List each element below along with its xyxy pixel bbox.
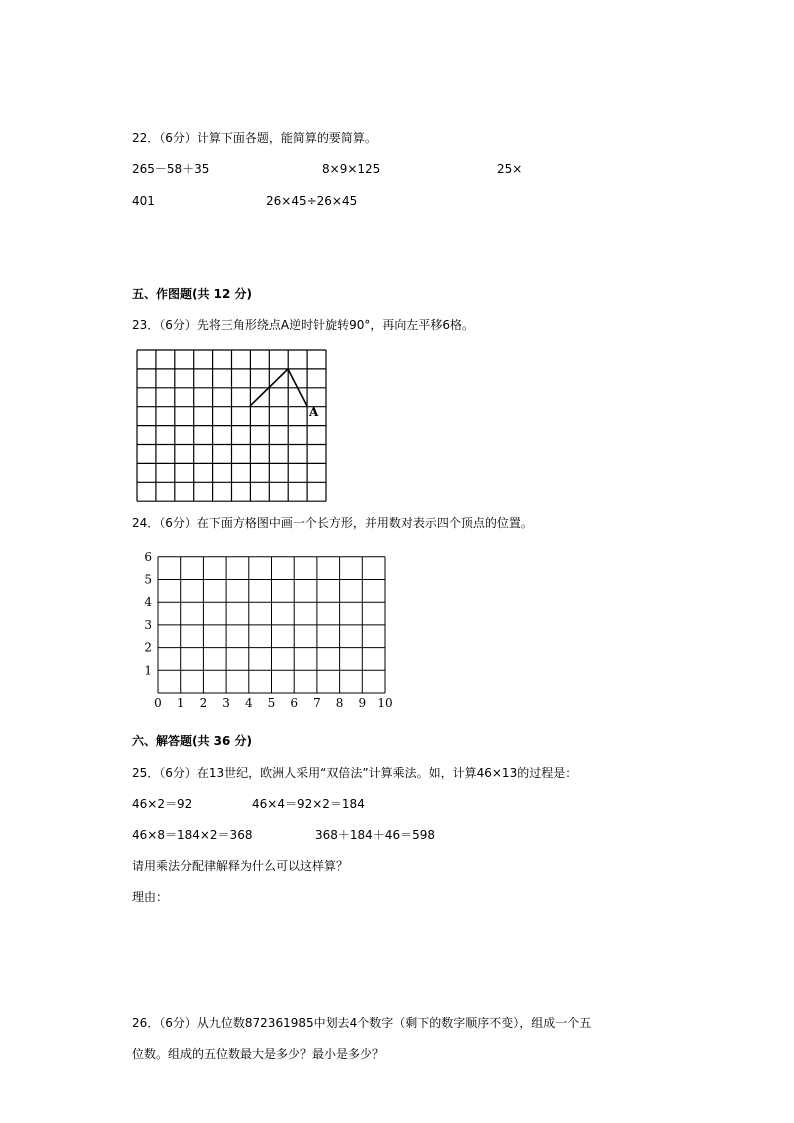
q25-line-2a: 46×8＝184×2＝368: [132, 828, 253, 842]
q22-title: 22．（6分）计算下面各题，能简算的要简算。: [132, 131, 377, 145]
q22-expr-3: 25×: [497, 162, 523, 176]
q24-title: 24．（6分）在下面方格图中画一个长方形，并用数对表示四个顶点的位置。: [132, 516, 533, 530]
q24-y-tick-label: 3: [144, 617, 152, 632]
q24-x-tick-label: 7: [313, 696, 321, 710]
q25-line-1a: 46×2＝92: [132, 797, 193, 811]
section-6-heading: 六、解答题(共 36 分): [132, 734, 253, 748]
q24-y-tick-label: 6: [144, 549, 152, 564]
q25-question: 请用乘法分配律解释为什么可以这样算？: [132, 859, 349, 873]
q24-y-tick-label: 4: [144, 595, 152, 610]
section-5-heading: 五、作图题(共 12 分): [132, 287, 253, 301]
q25-reason-label: 理由：: [132, 890, 169, 904]
q24-y-tick-label: 2: [144, 640, 152, 655]
q22-expr-2: 8×9×125: [322, 162, 381, 176]
q25-line-2b: 368＋184＋46＝598: [315, 828, 435, 842]
q24-x-tick-label: 6: [290, 696, 299, 710]
q24-x-tick-label: 4: [244, 696, 253, 710]
q24-grid-lines: [158, 557, 385, 693]
q24-x-tick-label: 0: [154, 696, 162, 710]
q23-title: 23．（6分）先将三角形绕点A逆时针旋转90°，再向左平移6格。: [132, 318, 475, 332]
q24-x-tick-label: 9: [358, 696, 367, 710]
q24-axis-labels: [144, 550, 392, 710]
q24-x-tick-label: 10: [377, 696, 393, 710]
q22-expr-4: 26×45÷26×45: [266, 194, 358, 208]
q24-x-tick-label: 3: [222, 696, 230, 710]
q24-y-tick-label: 1: [144, 663, 152, 678]
q26-line-1: 26．（6分）从九位数872361985中划去4个数字（剩下的数字顺序不变），组成一个五: [132, 1016, 592, 1030]
q25-title: 25．（6分）在13世纪，欧洲人采用“双倍法”计算乘法。如，计算46×13的过程是：: [132, 766, 578, 780]
q25-line-1b: 46×4＝92×2＝184: [252, 797, 365, 811]
q24-y-tick-label: 5: [144, 572, 152, 587]
q24-x-tick-label: 2: [199, 696, 208, 710]
q24-x-tick-label: 1: [176, 696, 185, 710]
q22-expr-3-continued: 401: [132, 194, 155, 208]
q22-expr-1: 265－58＋35: [132, 162, 210, 176]
q26-line-2: 位数。组成的五位数最大是多少？最小是多少？: [132, 1047, 385, 1061]
q24-x-tick-label: 5: [267, 696, 276, 710]
q23-point-a-label: A: [309, 405, 319, 419]
q24-x-tick-label: 8: [335, 696, 344, 710]
